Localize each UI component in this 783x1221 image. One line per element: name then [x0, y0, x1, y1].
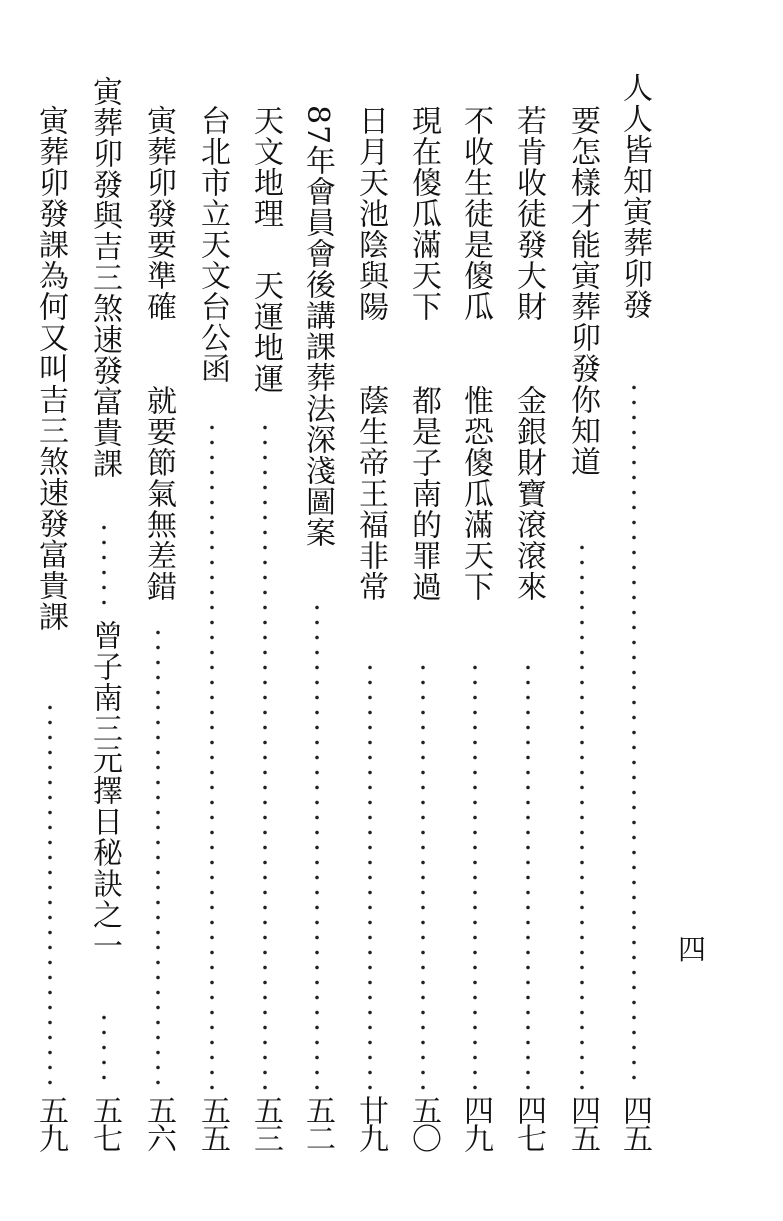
- entry-title-text: 現在傻瓜滿天下: [406, 105, 441, 322]
- leader-dots: [47, 700, 53, 1090]
- page-number: 五三: [248, 1095, 283, 1151]
- page-number: 五六: [141, 1095, 176, 1151]
- toc-entry-title: [350, 105, 390, 322]
- toc-entry-title: [508, 105, 548, 322]
- leader-dots: [262, 420, 268, 1090]
- entry-subtitle-text: 就要節氣無差錯: [141, 385, 176, 602]
- toc-entry-title: [192, 105, 232, 384]
- entry-title-text: 人人皆知寅葬卯發: [617, 72, 652, 320]
- toc-entry-subtitle: [455, 385, 495, 602]
- toc-entry-title: [455, 105, 495, 322]
- toc-entry-subtitle: [245, 270, 285, 394]
- entry-title-text: 寅葬卯發課為何又叫吉三煞速發富貴課: [33, 105, 68, 632]
- toc-entry-title: [297, 105, 337, 548]
- entry-title-text: 要怎樣才能寅葬卯發你知道: [565, 105, 600, 477]
- page-number: 四九: [458, 1095, 493, 1151]
- leader-dots: [367, 660, 373, 1090]
- page-number: 五〇: [406, 1095, 441, 1151]
- toc-entry-title: [84, 76, 124, 479]
- toc-entry-title: [30, 105, 70, 632]
- toc-entry-subtitle: [138, 385, 178, 602]
- toc-entry-title: [614, 72, 654, 320]
- page-number: 五五: [195, 1095, 230, 1151]
- page-number: 五九: [33, 1095, 68, 1151]
- leader-dots: [101, 520, 107, 610]
- page-number: 四五: [617, 1095, 652, 1151]
- toc-entry-title: [245, 105, 285, 229]
- toc-entry-title: [403, 105, 443, 322]
- entry-subtitle-text: 都是子南的罪過: [406, 385, 441, 602]
- entry-subtitle-text: 天運地運: [248, 270, 283, 394]
- leader-dots: [631, 380, 637, 1090]
- entry-title-text: 寅葬卯發與吉三煞速發富貴課: [87, 76, 122, 479]
- leader-dots: [314, 600, 320, 1090]
- leader-dots: [155, 625, 161, 1090]
- leader-dots: [101, 1010, 107, 1090]
- entry-title-text: 若肯收徒發大財: [511, 105, 546, 322]
- page-number: 四七: [511, 1095, 546, 1151]
- entry-title-text: 天文地理: [248, 105, 283, 229]
- leader-dots: [579, 540, 585, 1090]
- entry-subtitle-text: 曾子南三元擇日秘訣之一: [87, 620, 122, 961]
- leader-dots: [525, 660, 531, 1090]
- entry-subtitle-text: 蔭生帝王福非常: [353, 385, 388, 602]
- page-number: 四五: [565, 1095, 600, 1151]
- toc-entry-title: [562, 105, 602, 477]
- toc-entry-subtitle: [508, 385, 548, 602]
- entry-title-text: 寅葬卯發要準確: [141, 105, 176, 322]
- entry-title-text: 台北市立天文台公函: [195, 105, 230, 384]
- entry-subtitle-text: 金銀財寶滾滾來: [511, 385, 546, 602]
- toc-entry-subtitle: [350, 385, 390, 602]
- page-number: 五七: [87, 1095, 122, 1151]
- entry-subtitle-text: 惟恐傻瓜滿天下: [458, 385, 493, 602]
- leader-dots: [420, 660, 426, 1090]
- leader-dots: [472, 660, 478, 1090]
- toc-entry-subtitle: [403, 385, 443, 602]
- page-number: 五二: [300, 1095, 335, 1151]
- leader-dots: [209, 420, 215, 1090]
- toc-entry-title: [138, 105, 178, 322]
- entry-title-text: 不收生徒是傻瓜: [458, 105, 493, 322]
- entry-title-text: 日月天池陰與陽: [353, 105, 388, 322]
- page-number: 廿九: [353, 1095, 388, 1151]
- entry-title-text: 87年會員會後講課葬法深淺圖案: [300, 105, 335, 549]
- folio-page-number: 四: [678, 933, 707, 966]
- toc-entry-subtitle: [84, 620, 124, 961]
